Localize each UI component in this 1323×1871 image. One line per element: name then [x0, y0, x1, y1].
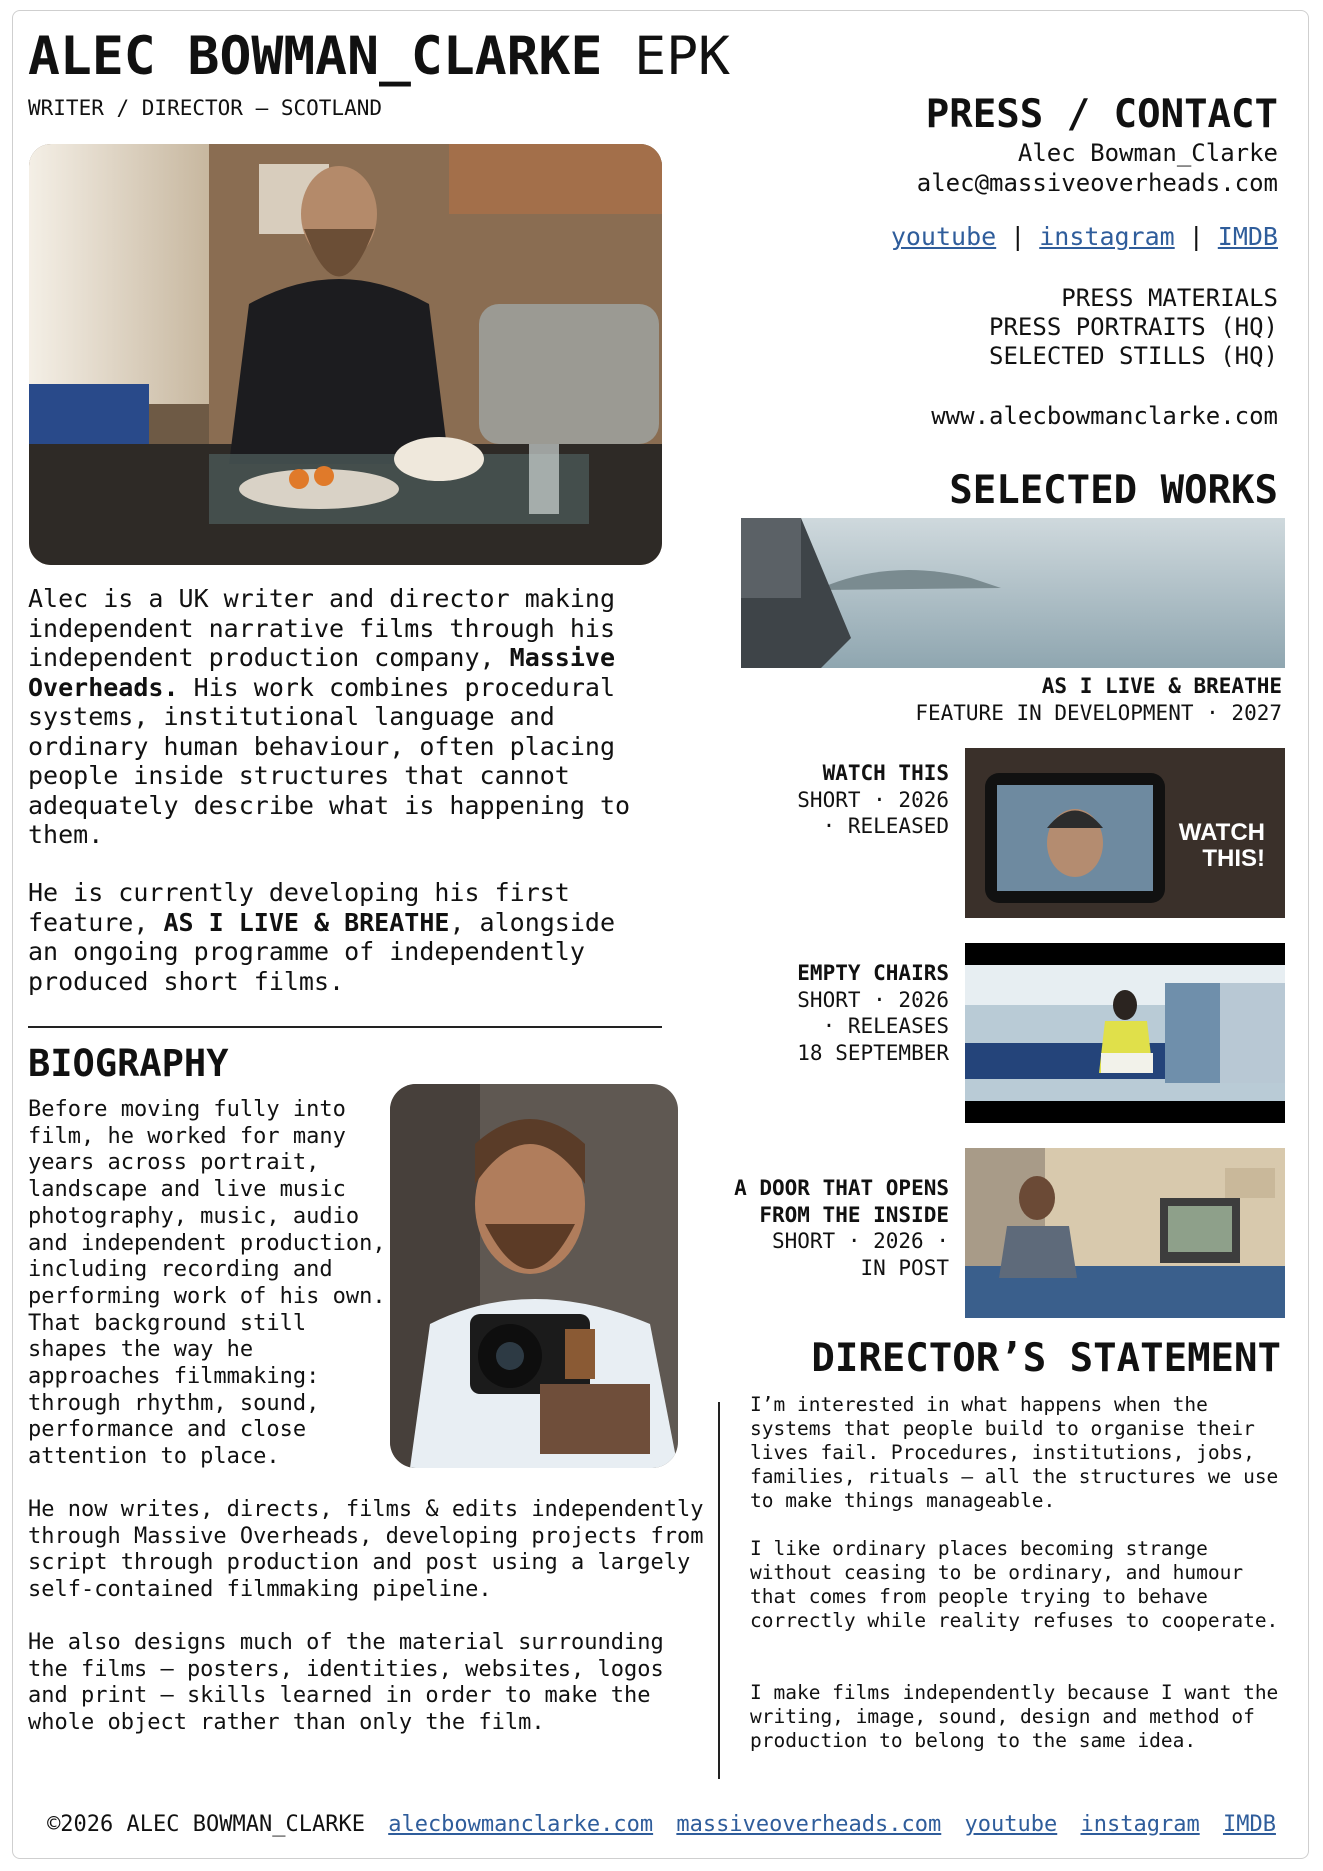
press-contact-heading: PRESS / CONTACT: [925, 92, 1278, 137]
camera-portrait-photo: [390, 1084, 678, 1468]
artist-name: ALEC BOWMAN_CLARKE: [28, 26, 603, 87]
work-title: AS I LIVE & BREATHE: [1041, 674, 1282, 698]
social-links: [891, 222, 1278, 252]
portrait-photo: [29, 144, 662, 565]
section-divider: [28, 1026, 662, 1028]
statement-paragraph-1: I’m interested in what happens when the systems that people build to organise their lives fail. Procedures, institutions, jobs, families, rituals – all the structures we use to make things manageable.: [750, 1393, 1279, 1512]
footer-youtube-link[interactable]: youtube: [964, 1812, 1058, 1837]
work-detail: FEATURE IN DEVELOPMENT · 2027: [915, 700, 1282, 725]
work-detail: · RELEASES: [822, 1014, 949, 1038]
instagram-link[interactable]: instagram: [1039, 222, 1175, 251]
work-detail: 18 SEPTEMBER: [797, 1040, 949, 1065]
statement-paragraph-3: I make films independently because I want the writing, image, sound, design and method of production to belong to the same idea.: [750, 1681, 1279, 1752]
work-caption-empty-chairs: [797, 960, 949, 1066]
footer: [0, 1811, 1323, 1839]
footer-imdb-link[interactable]: IMDB: [1222, 1812, 1276, 1837]
work-caption-watch-this: [797, 760, 949, 840]
svg-text:THIS!: THIS!: [1202, 845, 1265, 872]
company-name: Massive Overheads.: [28, 643, 615, 702]
a-door-that-opens-still[interactable]: [965, 1148, 1285, 1318]
intro-text: , alongside an ongoing programme of independently produced short films.: [28, 907, 616, 996]
contact-email[interactable]: alec@massiveoverheads.com: [916, 169, 1278, 197]
imdb-link[interactable]: IMDB: [1217, 222, 1278, 251]
work-detail: SHORT · 2026: [797, 787, 949, 812]
selected-stills-link[interactable]: SELECTED STILLS (HQ): [989, 342, 1278, 370]
work-detail: SHORT · 2026 ·: [771, 1229, 949, 1253]
biography-paragraph-2: He now writes, directs, films & edits independently through Massive Overheads, developing projects from script through production and post using a largely self-contained filmmaking pipeline.: [28, 1497, 704, 1603]
page-subtitle: WRITER / DIRECTOR – SCOTLAND: [28, 96, 383, 120]
work-caption-as-i-live-and-breathe: [915, 673, 1282, 726]
biography-paragraph-3: He also designs much of the material surrounding the films – posters, identities, websites, logos and print – skills learned in order to make the whole object rather than only the film.: [28, 1630, 664, 1736]
statement-divider: [718, 1402, 720, 1779]
intro-paragraph-1: [28, 584, 648, 850]
intro-text: He is currently developing his first feature,: [28, 878, 570, 937]
biography-heading: BIOGRAPHY: [28, 1042, 229, 1085]
page-title: [28, 26, 730, 88]
footer-copyright: ©2026 ALEC BOWMAN_CLARKE: [47, 1812, 365, 1837]
statement-paragraph-2: I like ordinary places becoming strange without ceasing to be ordinary, and humour that comes from people trying to behave correctly while reality refuses to cooperate.: [750, 1537, 1279, 1632]
work-detail: · RELEASED: [822, 814, 949, 838]
watch-this-still[interactable]: [965, 748, 1285, 918]
work-caption-a-door-that-opens: [734, 1175, 949, 1281]
intro-text: His work combines procedural systems, institutional language and ordinary human behaviour, often placing people inside structures that cannot adequately describe what is happening to them.: [28, 672, 631, 849]
work-detail: IN POST: [860, 1255, 949, 1280]
epk-label: EPK: [634, 26, 731, 87]
biography-paragraph-1: Before moving fully into film, he worked for many years across portrait, landscape and live music photography, music, audio and independent production, including recording and performing work of his own. That background still shapes the way he approaches filmmaking: through rhythm, sound, performance and close attention to place.: [28, 1097, 386, 1470]
svg-text:WATCH: WATCH: [1178, 819, 1265, 846]
intro-text: Alec is a UK writer and director making independent narrative films through his independent production company,: [28, 584, 615, 672]
feature-title: AS I LIVE & BREATHE: [163, 907, 450, 937]
work-title: A DOOR THAT OPENS: [734, 1176, 949, 1200]
work-title: FROM THE INSIDE: [759, 1202, 949, 1227]
link-separator: |: [1010, 222, 1026, 251]
website-link[interactable]: www.alecbowmanclarke.com: [931, 402, 1278, 430]
selected-works-heading: SELECTED WORKS: [949, 468, 1278, 513]
footer-website-link[interactable]: alecbowmanclarke.com: [388, 1812, 654, 1837]
contact-name: Alec Bowman_Clarke: [1017, 139, 1278, 167]
footer-instagram-link[interactable]: instagram: [1080, 1812, 1200, 1837]
youtube-link[interactable]: youtube: [890, 222, 997, 251]
intro-paragraph-2: [28, 878, 648, 996]
work-detail: SHORT · 2026: [797, 987, 949, 1012]
press-materials-link[interactable]: PRESS MATERIALS: [1061, 284, 1278, 312]
empty-chairs-still[interactable]: [965, 943, 1285, 1123]
work-title: WATCH THIS: [822, 761, 949, 785]
as-i-live-and-breathe-still[interactable]: [741, 518, 1285, 668]
press-portraits-link[interactable]: PRESS PORTRAITS (HQ): [989, 313, 1278, 341]
work-title: EMPTY CHAIRS: [797, 961, 949, 985]
link-separator: |: [1188, 222, 1204, 251]
footer-company-link[interactable]: massiveoverheads.com: [676, 1812, 942, 1837]
directors-statement-heading: DIRECTOR’S STATEMENT: [811, 1336, 1281, 1381]
